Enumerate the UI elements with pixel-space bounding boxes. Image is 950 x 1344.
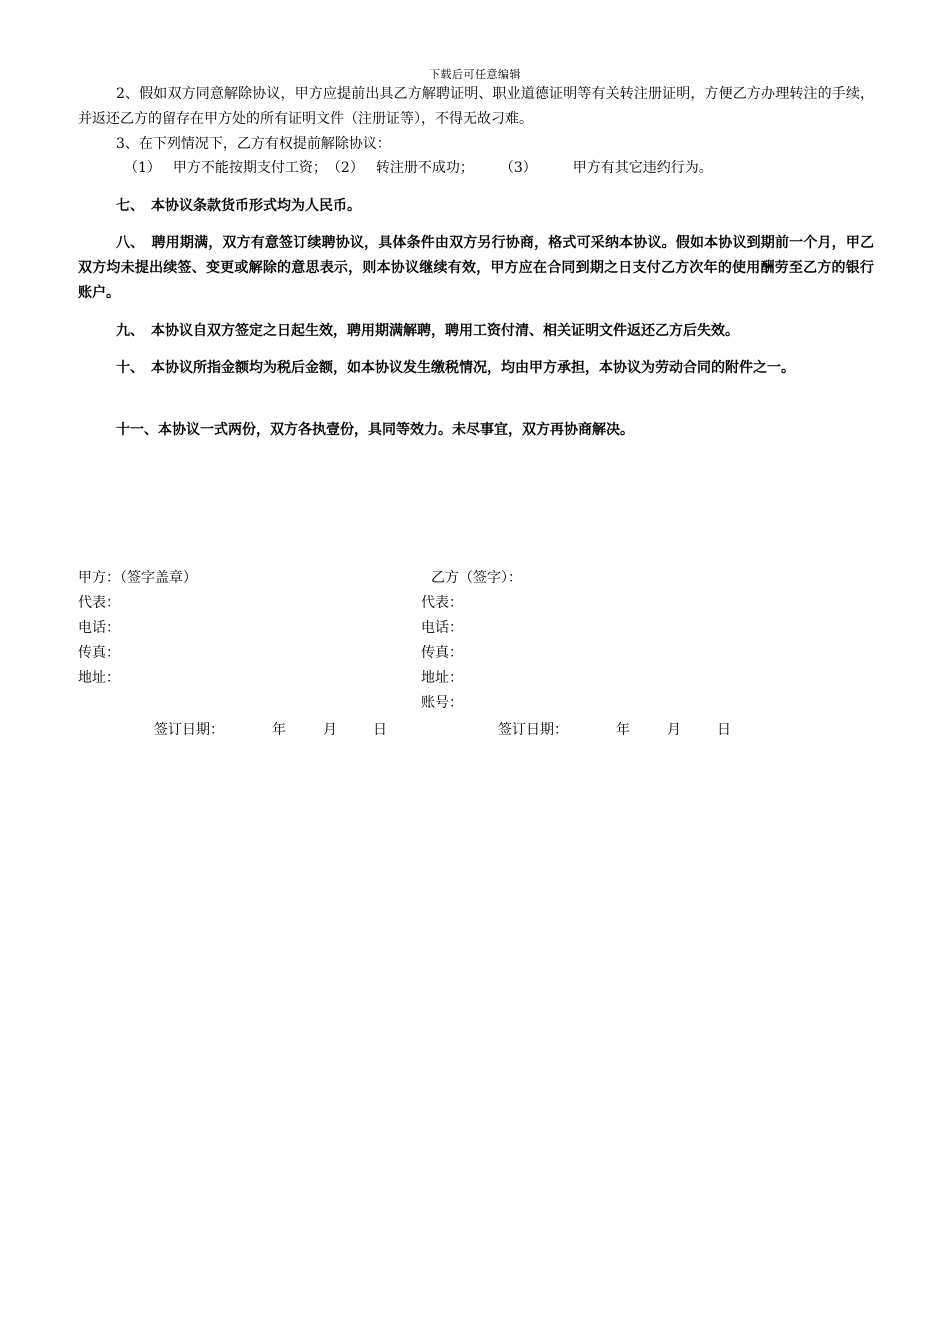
party-b-date-year: 年 [616, 722, 630, 738]
condition-1-number: （1） [124, 160, 161, 176]
party-a-title: 甲方：（签字盖章） [78, 570, 197, 586]
party-b-date-day: 日 [717, 722, 731, 738]
party-b-representative: 代表： [421, 595, 463, 611]
clause-7: 七、 本协议条款货币形式均为人民币。 [116, 198, 361, 214]
party-a-fax: 传真： [78, 645, 120, 661]
condition-2-text: 转注册不成功； [375, 160, 474, 176]
condition-2-number: （2） [326, 160, 364, 176]
clause-8: 八、 聘用期满，双方有意签订续聘协议，具体条件由双方另行协商，格式可采纳本协议。假如本协议到期前一个月，甲乙双方均未提出续签、变更或解除的意思表示，则本协议继续有效，甲方应在合同到期之日支付乙方次年的使用酬劳至乙方的银行账户。 [78, 235, 874, 301]
signing-date-row [0, 719, 950, 739]
party-a-phone: 电话： [78, 620, 120, 636]
condition-3-number: （3） [499, 160, 537, 176]
party-b-date-label: 签订日期： [498, 722, 568, 738]
header-note: 下载后可任意编辑 [429, 68, 521, 81]
party-a-date-day: 日 [373, 722, 387, 738]
party-a-date-label: 签订日期： [154, 722, 224, 738]
condition-3-text: 甲方有其它违约行为。 [572, 160, 713, 176]
clause-9: 九、 本协议自双方签定之日起生效，聘用期满解聘，聘用工资付清、相关证明文件返还乙方后失效。 [116, 323, 739, 339]
clause-6-item-3: 3、在下列情况下，乙方有权提前解除协议： [116, 136, 391, 152]
party-b-title: 乙方（签字）： [431, 570, 522, 586]
party-b-date-month: 月 [667, 722, 681, 738]
party-b-phone: 电话： [421, 620, 463, 636]
clause-11: 十一、本协议一式两份，双方各执壹份，具同等效力。未尽事宜，双方再协商解决。 [116, 422, 634, 438]
clause-6-item-2: 2、假如双方同意解除协议，甲方应提前出具乙方解聘证明、职业道德证明等有关转注册证明，方便乙方办理转注的手续，并返还乙方的留存在甲方处的所有证明文件（注册证等），不得无故刁难。 [78, 86, 874, 127]
party-b-account: 账号： [421, 695, 463, 711]
party-a-date-month: 月 [323, 722, 337, 738]
condition-1-text: 甲方不能按期支付工资； [172, 160, 327, 176]
party-a-date-year: 年 [272, 722, 286, 738]
termination-conditions [124, 156, 713, 181]
party-a-representative: 代表： [78, 595, 120, 611]
party-b-address: 地址： [421, 670, 463, 686]
clause-10: 十、 本协议所指金额均为税后金额，如本协议发生缴税情况，均由甲方承担，本协议为劳动合同的附件之一。 [116, 360, 795, 376]
party-b-fax: 传真： [421, 645, 463, 661]
party-a-address: 地址： [78, 670, 120, 686]
